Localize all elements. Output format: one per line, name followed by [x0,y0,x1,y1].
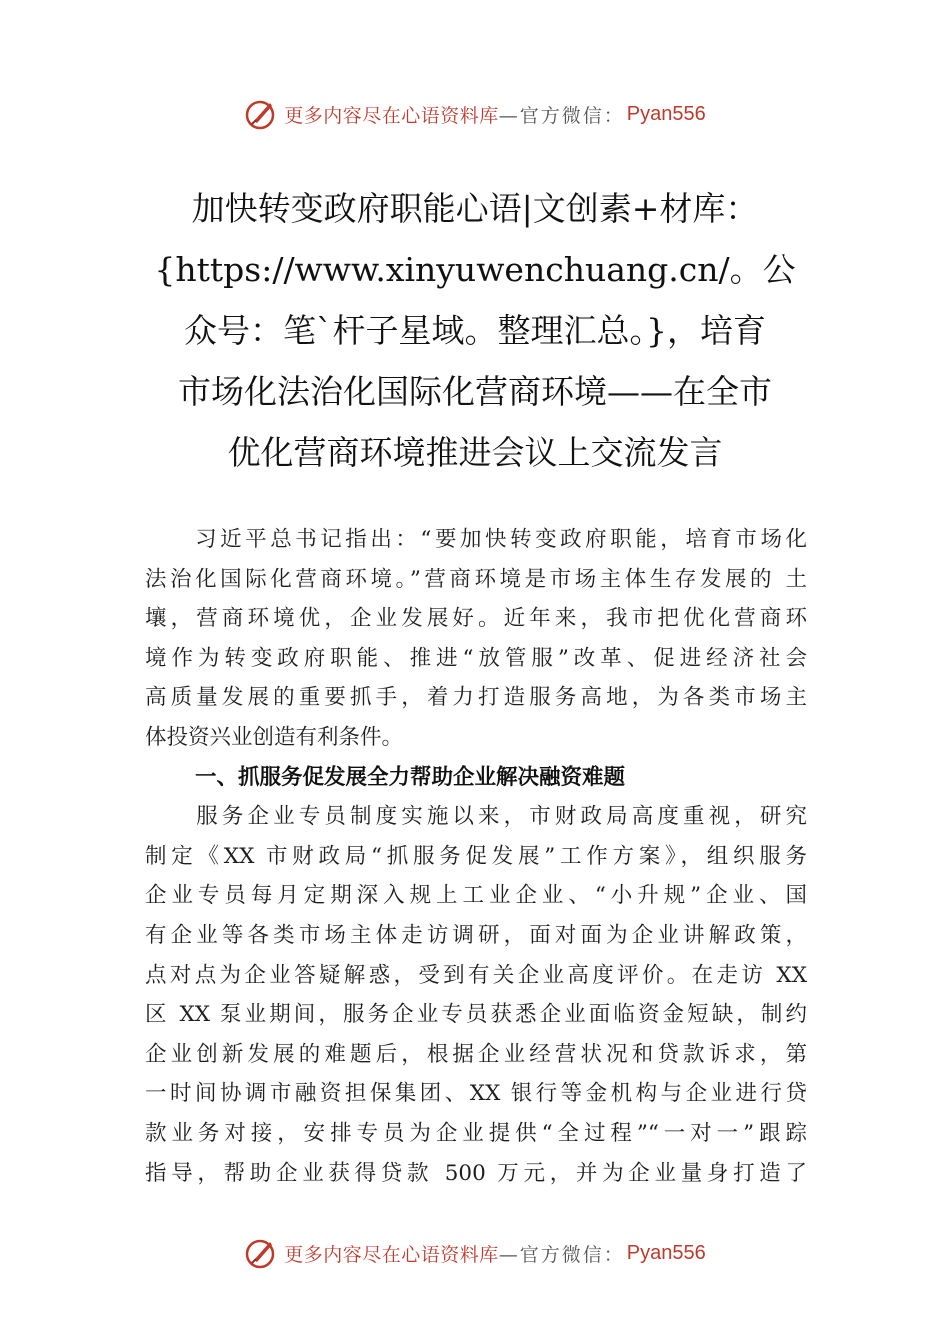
text-line: 习近平总书记指出：“要加快转变政府职能，培育市场化 [145,527,807,552]
text-line: 法治化国际化营商环境。”营商环境是市场主体生存发展的 土 [145,566,807,592]
text-line: 一时间协调市融资担保集团、XX 银行等金机构与企业进行贷 [145,1081,807,1107]
banner-wechat-id: Pyan556 [626,1241,706,1264]
text-line: 点对点为企业答疑解惑，受到有关企业高度评价。在走访 XX [145,962,807,988]
banner-left-text: 更多内容尽在心语资料库 [284,104,499,127]
text-line: 服务企业专员制度实施以来，市财政局高度重视，研究 [145,804,807,830]
text-line: 境作为转变政府职能、推进“放管服”改革、促进经济社会 [145,645,807,671]
section-heading: 一、抓服务促发展全力帮助企业解决融资难题 [195,764,626,790]
text-line: 有企业等各类市场主体走访调研，面对面为企业讲解政策， [145,922,807,948]
text-line: 指导，帮助企业获得贷款 500 万元，并为企业量身打造了 [145,1160,807,1186]
paragraph-section-1 [145,797,807,1193]
paragraph-intro [145,520,807,758]
title-line: 市场化法治化国际化营商环境——在全市 [178,372,772,411]
quill-logo-icon [244,97,278,131]
document-title [150,178,800,483]
title-line: 众号：笔`杆子星域。整理汇总。}，培育 [184,311,766,350]
text-line: 区 XX 泵业期间，服务企业专员获悉企业面临资金短缺，制约 [145,1002,807,1028]
text-line: 企业专员每月定期深入规上工业企业、“小升规”企业、国 [145,883,807,909]
text-line: 体投资兴业创造有利条件。 [145,724,404,750]
text-line: 制定《XX 市财政局“抓服务促发展”工作方案》，组织服务 [145,843,807,869]
banner-mid-text: —官方微信： [498,104,625,127]
document-body [145,520,807,1193]
banner-mid-text: —官方微信： [498,1243,625,1266]
title-line: {https://www.xinyuwenchuang.cn/。公 [154,250,796,289]
text-line: 高质量发展的重要抓手，着力打造服务高地，为各类市场主 [145,685,807,711]
text-line: 企业创新发展的难题后，根据企业经营状况和贷款诉求，第 [145,1041,807,1067]
title-line: 加快转变政府职能心语|文创素+材库： [191,189,759,228]
quill-logo-icon [244,1236,278,1270]
title-line: 优化营商环境推进会议上交流发言 [227,433,723,472]
footer-banner [0,1233,950,1273]
banner-wechat-id: Pyan556 [626,102,706,125]
text-line: 款业务对接，安排专员为企业提供“全过程”“一对一”跟踪 [145,1120,807,1146]
header-banner [0,94,950,134]
banner-left-text: 更多内容尽在心语资料库 [284,1243,499,1266]
text-line: 壤，营商环境优，企业发展好。近年来，我市把优化营商环 [145,606,807,632]
